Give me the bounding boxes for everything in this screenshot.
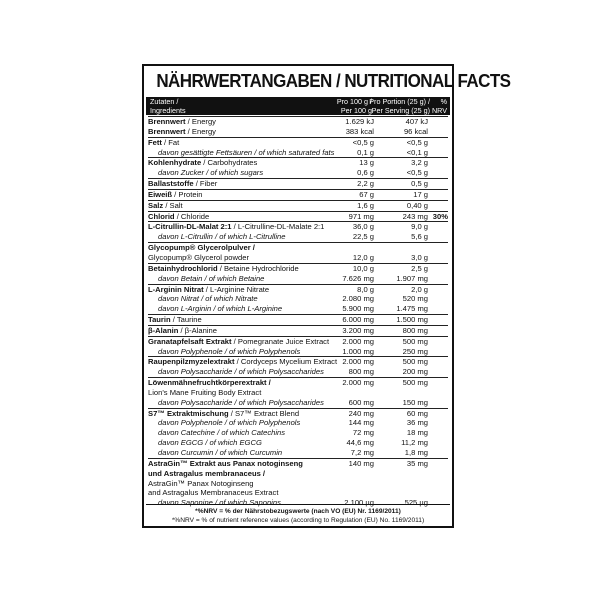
row-label-en: Cordyceps Mycelium Extract <box>240 357 338 367</box>
value-per-100g: 10,0 g <box>352 263 374 273</box>
value-per-serving: 2,0 g <box>411 284 428 294</box>
row-label <box>158 347 300 357</box>
row-label-separator: / <box>174 211 181 221</box>
row-label-de: L-Citrullin-DL-Malat 2:1 <box>148 222 232 232</box>
value-per-serving: 36 mg <box>406 418 428 428</box>
value-per-100g: 2.080 mg <box>342 294 374 304</box>
value-per-serving: 1,8 mg <box>404 448 428 457</box>
row-label <box>148 253 249 263</box>
row-label-separator: / <box>185 126 192 136</box>
value-per-100g: 44,6 mg <box>346 438 374 448</box>
row-label-en: of which Curcumin <box>219 448 283 457</box>
table-row <box>148 232 448 242</box>
row-label-separator: / <box>193 179 200 189</box>
value-per-100g: 2.100 µg <box>344 498 374 508</box>
value-per-serving: 2,5 g <box>411 263 428 273</box>
row-label <box>148 409 299 419</box>
value-per-serving: 0,40 g <box>406 200 428 210</box>
value-per-serving: 407 kJ <box>405 117 428 126</box>
row-label-separator: / <box>228 408 235 418</box>
row-label-en: of which Polyphenols <box>228 418 301 428</box>
value-per-100g: 240 mg <box>348 408 374 418</box>
row-label-en: of which Polysaccharides <box>238 397 324 407</box>
row-label <box>148 117 216 127</box>
footnote-de: *%NRV = % der Nährstobezugswerte (nach VO (EU) Nr. 1169/2011) <box>195 508 401 515</box>
row-label-en: Betaine Hydrochloride <box>223 263 299 273</box>
table-header <box>146 97 450 115</box>
header-per-100g: Pro 100 g / Per 100 g <box>336 97 372 115</box>
row-label <box>158 367 324 377</box>
value-per-100g: 3.200 mg <box>342 325 374 335</box>
row-label <box>148 127 216 137</box>
table-row <box>148 168 448 178</box>
row-label-separator: / <box>232 397 239 407</box>
table-row <box>148 469 448 479</box>
value-per-serving: 18 mg <box>406 428 428 438</box>
table-row <box>148 274 448 284</box>
row-label <box>148 459 303 469</box>
row-label-en: Chloride <box>180 211 210 221</box>
table-row <box>148 428 448 438</box>
row-label-en: Salt <box>169 200 183 210</box>
table-row <box>148 418 448 428</box>
value-per-100g: 383 kcal <box>345 126 374 136</box>
value-per-serving: 520 mg <box>402 294 428 304</box>
value-per-serving: 5,6 g <box>411 232 428 242</box>
table-row <box>148 388 448 398</box>
footnote <box>146 504 450 525</box>
table-row <box>148 448 448 458</box>
value-per-100g: 971 mg <box>348 211 374 221</box>
value-per-serving: 9,0 g <box>411 222 428 232</box>
value-per-serving: <0,1 g <box>406 147 428 157</box>
value-per-100g: 13 g <box>359 158 374 168</box>
table-row <box>148 347 448 357</box>
table-row <box>148 294 448 304</box>
header-per-serving: Pro Portion (25 g) / Per Serving (25 g) <box>369 97 430 115</box>
row-label-de: davon Polyphenole <box>158 346 223 356</box>
row-label <box>148 243 255 253</box>
value-per-100g: 7.626 mg <box>342 273 374 283</box>
row-label <box>158 438 262 448</box>
row-label-en: Carbohydrates <box>207 158 258 168</box>
row-label-separator: / <box>178 325 185 335</box>
value-per-serving: 0,5 g <box>411 179 428 189</box>
value-per-100g: 2,2 g <box>357 179 374 189</box>
table-row <box>148 367 448 377</box>
table-row <box>148 148 448 158</box>
row-label-de: davon Betain <box>158 273 203 283</box>
row-label-separator: / <box>252 147 259 157</box>
row-label <box>148 388 261 398</box>
row-label-en: Taurine <box>176 315 202 325</box>
value-per-serving: 3,0 g <box>411 252 428 262</box>
row-label-en: Fat <box>168 137 180 147</box>
row-label-en: and Astragalus Membranaceus Extract <box>148 488 279 498</box>
table-row <box>148 157 448 168</box>
row-label-de: Taurin <box>148 315 171 325</box>
row-label-de: davon L-Citrullin <box>158 232 213 242</box>
row-label <box>148 285 269 295</box>
row-label-separator: / <box>231 336 238 346</box>
row-label-en: L-Citrulline-DL-Malate 2:1 <box>237 222 325 232</box>
table-row <box>148 479 448 489</box>
row-label <box>148 264 299 274</box>
value-per-100g: <0,5 g <box>352 137 374 147</box>
table-row <box>148 137 448 148</box>
row-label <box>158 294 258 304</box>
row-label-en: Energy <box>191 126 216 136</box>
row-label-separator: / <box>202 273 209 283</box>
row-label <box>148 158 257 168</box>
value-per-100g: 2.000 mg <box>342 336 374 346</box>
table-row <box>148 284 448 295</box>
value-per-100g: 8,0 g <box>357 284 374 294</box>
row-label <box>148 469 265 479</box>
row-label-de: Glycopump® Glycerolpulver / <box>148 243 255 253</box>
row-label-separator: / <box>231 222 238 232</box>
row-label <box>158 148 334 158</box>
value-per-100g: 1,6 g <box>357 200 374 210</box>
value-per-serving: 60 mg <box>406 408 428 418</box>
row-label-en: Protein <box>178 189 203 199</box>
row-label-de: davon Polysaccharide <box>158 397 233 407</box>
value-per-100g: 144 mg <box>348 418 374 428</box>
row-label-de: Löwenmähnefruchtkörperextrakt / <box>148 378 271 388</box>
row-label-separator: / <box>198 294 206 304</box>
row-label <box>158 274 264 284</box>
row-label <box>148 201 183 211</box>
nutrition-facts-panel <box>142 64 511 528</box>
row-label <box>148 179 217 189</box>
row-label-en: Fiber <box>199 179 218 189</box>
header-ingredients: Zutaten / Ingredients <box>150 97 186 115</box>
value-per-100g: 800 mg <box>348 367 374 377</box>
value-per-100g: 67 g <box>359 189 374 199</box>
row-label-de: Eiweiß <box>148 189 173 199</box>
value-per-100g: 22,5 g <box>352 232 374 242</box>
value-per-100g: 1.000 mg <box>342 346 374 356</box>
row-label <box>158 168 263 178</box>
row-label-en: of which Polyphenols <box>228 346 301 356</box>
table-row <box>148 325 448 336</box>
value-per-100g: 5.900 mg <box>342 304 374 314</box>
row-label <box>148 326 217 336</box>
row-label-separator: / <box>203 284 211 294</box>
table-row <box>148 304 448 314</box>
row-label <box>148 357 337 367</box>
row-label-en: of which Betaine <box>208 273 265 283</box>
row-label-de: Brennwert <box>148 126 186 136</box>
row-label-de: Fett <box>148 137 162 147</box>
row-label-de: β-Alanin <box>148 325 179 335</box>
value-per-serving: 500 mg <box>402 357 428 367</box>
row-label <box>158 428 285 438</box>
footnote-en: *%NRV = % of nutrient reference values (according to Regulation (EU) No. 1169/2011) <box>171 517 425 524</box>
row-label-separator: / <box>204 168 211 178</box>
row-label-en: of which L-Arginine <box>217 304 283 314</box>
nutrition-table-body <box>148 116 448 508</box>
value-nrv: 30% <box>432 211 448 221</box>
row-label-en: of which Catechins <box>221 428 286 438</box>
row-label-en: Pomegranate Juice Extract <box>237 336 330 346</box>
row-label-de: davon Saponine <box>158 498 213 508</box>
row-label <box>148 337 329 347</box>
row-label <box>148 479 254 489</box>
row-label-separator: / <box>215 428 222 438</box>
row-label-en: of which EGCG <box>209 438 262 448</box>
value-per-serving: 500 mg <box>402 378 428 388</box>
value-per-100g: 72 mg <box>352 428 374 438</box>
row-label-de: davon Polysaccharide <box>158 367 233 377</box>
row-label-separator: / <box>222 346 229 356</box>
row-label-separator: / <box>201 158 208 168</box>
row-label-de: Kohlenhydrate <box>148 158 202 168</box>
row-label-separator: / <box>211 304 218 314</box>
row-label-de: Chlorid <box>148 211 175 221</box>
table-row <box>148 408 448 419</box>
row-label-en: Lion's Mane Fruiting Body Extract <box>148 387 262 397</box>
value-per-serving: 800 mg <box>402 325 428 335</box>
value-per-serving: 243 mg <box>402 211 428 221</box>
panel-title: NÄHRWERTANGABEN / NUTRITIONAL FACTS <box>156 70 511 91</box>
row-label-separator: / <box>161 137 169 147</box>
table-row <box>148 242 448 253</box>
value-per-serving: 11,2 mg <box>401 438 428 448</box>
value-per-serving: 1.500 mg <box>396 315 428 325</box>
value-per-100g: 140 mg <box>348 458 374 468</box>
table-row <box>148 263 448 274</box>
row-label <box>158 418 300 428</box>
value-per-serving: 250 mg <box>402 346 428 356</box>
value-per-serving: 3,2 g <box>411 158 428 168</box>
row-label-de: Ballaststoffe <box>148 179 194 189</box>
header-nrv: % NRV <box>431 97 447 115</box>
value-per-100g: 0,1 g <box>357 147 374 157</box>
row-label-separator: / <box>232 367 239 377</box>
table-row <box>148 178 448 189</box>
row-label-separator: / <box>212 232 220 242</box>
row-label-de: S7™ Extraktmischung <box>148 408 229 418</box>
row-label-de: AstraGin™ Extrakt aus Panax notoginseng <box>148 458 303 468</box>
row-label-en: AstraGin™ Panax Notoginseng <box>148 478 254 488</box>
value-per-100g: 12,0 g <box>352 252 374 262</box>
table-row <box>148 189 448 200</box>
row-label-de: davon Catechine <box>158 428 215 438</box>
table-row <box>148 116 448 127</box>
row-label <box>158 448 282 458</box>
row-label-separator: / <box>170 315 177 325</box>
row-label <box>158 304 282 314</box>
row-label-separator: / <box>213 448 220 457</box>
row-label <box>148 488 278 498</box>
row-label-de: davon gesättigte Fettsäuren <box>158 147 253 157</box>
value-per-serving: 500 mg <box>402 336 428 346</box>
row-label <box>148 222 324 232</box>
value-per-100g: 2.000 mg <box>342 378 374 388</box>
value-per-serving: 1.475 mg <box>396 304 428 314</box>
row-label-de: davon L-Arginin <box>158 304 212 314</box>
row-label-de: davon Curcumin <box>158 448 214 457</box>
row-label-de: Betainhydrochlorid <box>148 263 218 273</box>
row-label-de: davon Nitrat <box>158 294 199 304</box>
row-label-en: of which Saponins <box>219 498 281 508</box>
row-label-en: of which saturated fats <box>258 147 335 157</box>
row-label-de: davon EGCG <box>158 438 204 448</box>
table-row <box>148 438 448 448</box>
table-row <box>148 398 448 408</box>
value-per-serving: 35 mg <box>406 458 428 468</box>
row-label-en: Glycopump® Glycerol powder <box>148 252 249 262</box>
value-per-100g: 6.000 mg <box>342 315 374 325</box>
row-label-separator: / <box>203 438 210 448</box>
row-label-separator: / <box>185 117 192 126</box>
table-row <box>148 356 448 367</box>
table-row <box>148 336 448 347</box>
row-label-en: β-Alanine <box>184 325 217 335</box>
table-row <box>148 314 448 325</box>
value-per-100g: 0,6 g <box>357 168 374 178</box>
value-per-100g: 1.629 kJ <box>345 117 374 126</box>
row-label-separator: / <box>172 189 179 199</box>
row-label-en: L-Arginine Nitrate <box>210 284 270 294</box>
row-label-separator: / <box>212 498 220 508</box>
row-label-en: of which Polysaccharides <box>238 367 324 377</box>
table-row <box>148 488 448 498</box>
row-label-de: davon Zucker <box>158 168 205 178</box>
row-label-separator: / <box>222 418 229 428</box>
table-row <box>148 200 448 211</box>
value-per-100g: 600 mg <box>348 397 374 407</box>
row-label-en: of which L-Citrulline <box>219 232 286 242</box>
table-row <box>148 127 448 137</box>
row-label <box>148 315 202 325</box>
row-label-separator: / <box>217 263 224 273</box>
row-label <box>158 398 324 408</box>
row-label <box>158 232 285 242</box>
table-row <box>148 253 448 263</box>
row-label <box>148 138 179 148</box>
row-label-en: of which Nitrate <box>205 294 258 304</box>
row-label-en: Energy <box>191 117 216 126</box>
row-label <box>148 212 209 222</box>
table-row <box>148 211 448 222</box>
table-row <box>148 221 448 232</box>
value-per-serving: <0,5 g <box>406 137 428 147</box>
row-label-separator: / <box>234 357 241 367</box>
table-row <box>148 458 448 469</box>
value-per-100g: 7,2 mg <box>350 448 374 457</box>
row-label-separator: / <box>163 200 170 210</box>
value-per-100g: 36,0 g <box>352 222 374 232</box>
value-per-serving: 525 µg <box>404 498 428 508</box>
row-label-de: Salz <box>148 200 164 210</box>
row-label-de: Granatapfelsaft Extrakt <box>148 336 232 346</box>
row-label <box>148 378 271 388</box>
value-per-serving: 96 kcal <box>403 126 428 136</box>
row-label-de: und Astragalus membranaceus / <box>148 468 266 478</box>
row-label-en: S7™ Extract Blend <box>234 408 300 418</box>
value-per-100g: 2.000 mg <box>342 357 374 367</box>
value-per-serving: <0,5 g <box>406 168 428 178</box>
row-label-de: Brennwert <box>148 117 186 126</box>
row-label <box>148 190 202 200</box>
value-per-serving: 17 g <box>413 189 428 199</box>
value-per-serving: 1.907 mg <box>396 273 428 283</box>
value-per-serving: 200 mg <box>402 367 428 377</box>
row-label-de: Raupenpilzmyzelextrakt <box>148 357 235 367</box>
row-label-de: davon Polyphenole <box>158 418 223 428</box>
value-per-serving: 150 mg <box>402 397 428 407</box>
row-label-de: L-Arginin Nitrat <box>148 284 204 294</box>
row-label-en: of which sugars <box>210 168 264 178</box>
table-row <box>148 377 448 388</box>
